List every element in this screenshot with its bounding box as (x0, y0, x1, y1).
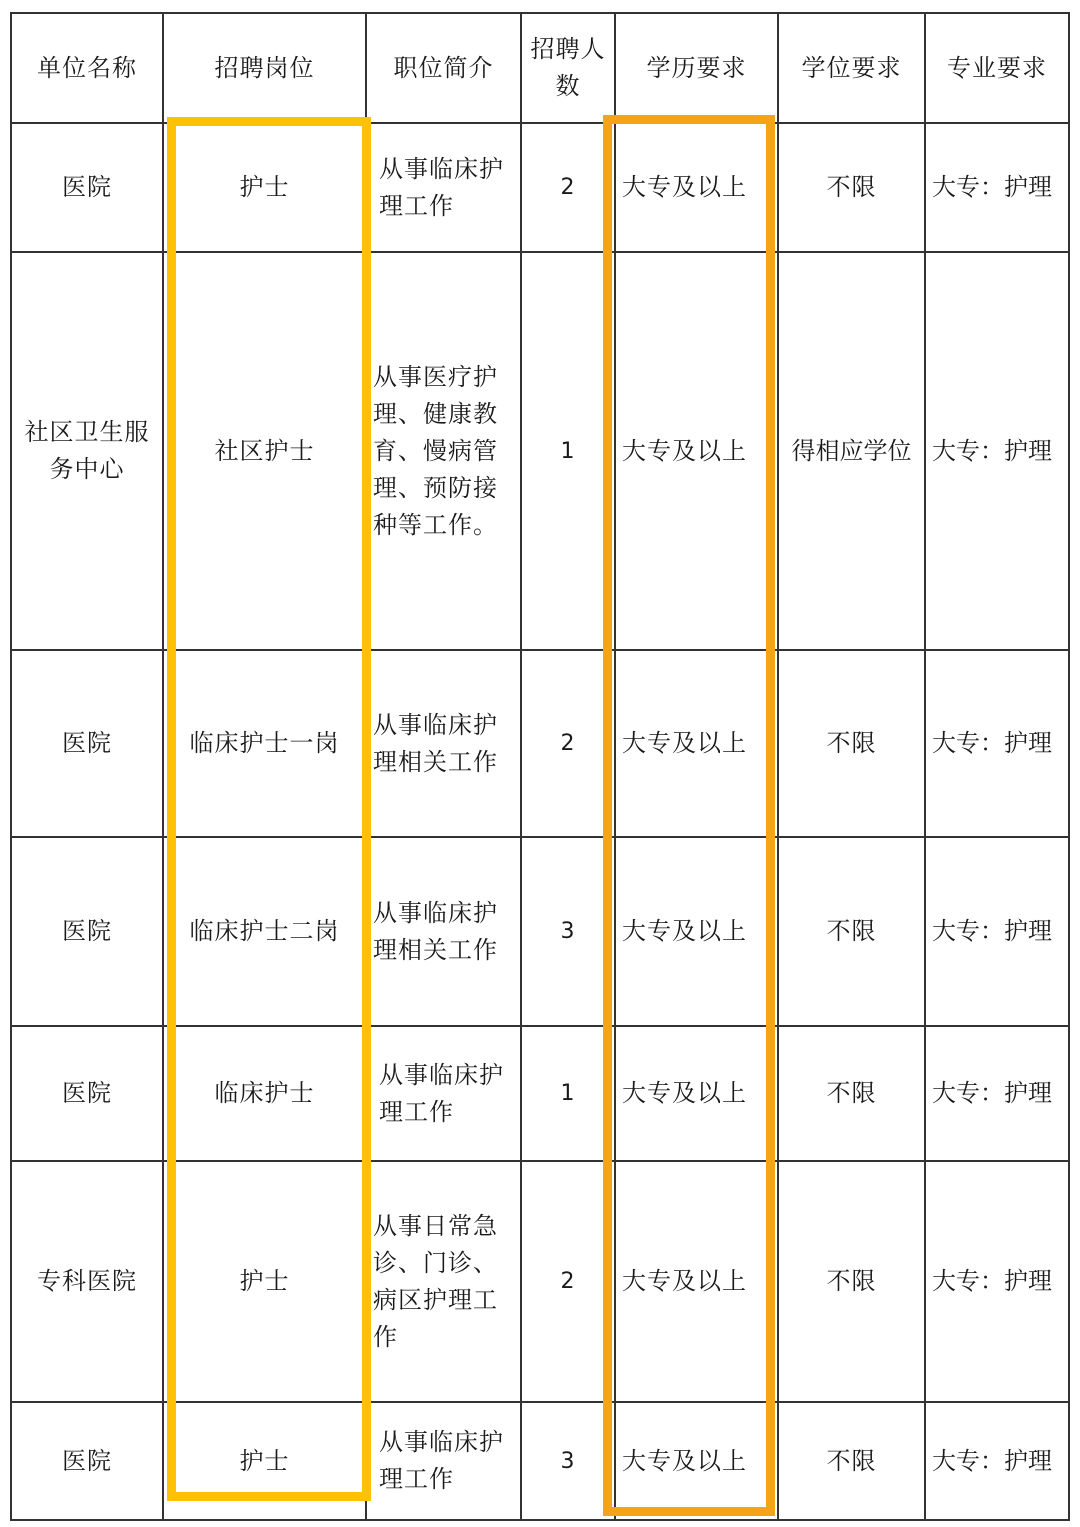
cell-education: 大专及以上 (615, 1402, 778, 1520)
cell-degree: 不限 (778, 837, 925, 1026)
table-row (11, 1026, 1069, 1161)
cell-count: 3 (521, 1402, 615, 1520)
cell-major: 大专：护理 (925, 650, 1069, 837)
cell-education: 大专及以上 (615, 123, 778, 252)
header-degree: 学位要求 (778, 13, 925, 123)
cell-unit: 医院 (11, 1402, 163, 1520)
cell-major: 大专：护理 (925, 1402, 1069, 1520)
cell-education: 大专及以上 (615, 252, 778, 650)
cell-degree: 得相应学位 (778, 252, 925, 650)
cell-degree: 不限 (778, 1026, 925, 1161)
header-count: 招聘人数 (521, 13, 615, 123)
header-intro: 职位简介 (366, 13, 521, 123)
table-row (11, 123, 1069, 252)
cell-major: 大专：护理 (925, 837, 1069, 1026)
cell-unit: 医院 (11, 123, 163, 252)
cell-education: 大专及以上 (615, 650, 778, 837)
table-row (11, 650, 1069, 837)
cell-count: 1 (521, 252, 615, 650)
cell-intro: 从事医疗护理、健康教育、慢病管理、预防接种等工作。 (366, 252, 521, 650)
cell-degree: 不限 (778, 123, 925, 252)
header-unit: 单位名称 (11, 13, 163, 123)
cell-degree: 不限 (778, 1402, 925, 1520)
table-row (11, 1161, 1069, 1402)
cell-unit: 医院 (11, 837, 163, 1026)
table-header (11, 13, 1069, 123)
cell-education: 大专及以上 (615, 1026, 778, 1161)
cell-intro: 从事临床护理相关工作 (366, 650, 521, 837)
cell-degree: 不限 (778, 650, 925, 837)
table-row (11, 252, 1069, 650)
cell-major: 大专：护理 (925, 1161, 1069, 1402)
table-row (11, 1402, 1069, 1520)
cell-unit: 医院 (11, 650, 163, 837)
header-major: 专业要求 (925, 13, 1069, 123)
cell-major: 大专：护理 (925, 252, 1069, 650)
cell-unit: 专科医院 (11, 1161, 163, 1402)
cell-post: 临床护士一岗 (163, 650, 366, 837)
cell-post: 护士 (163, 1402, 366, 1520)
cell-intro: 从事临床护理工作 (366, 1402, 521, 1520)
cell-count: 3 (521, 837, 615, 1026)
cell-count: 2 (521, 123, 615, 252)
cell-degree: 不限 (778, 1161, 925, 1402)
recruitment-table (10, 12, 1070, 1521)
header-post: 招聘岗位 (163, 13, 366, 123)
cell-count: 2 (521, 1161, 615, 1402)
cell-education: 大专及以上 (615, 837, 778, 1026)
cell-post: 护士 (163, 1161, 366, 1402)
cell-major: 大专：护理 (925, 123, 1069, 252)
cell-intro: 从事临床护理相关工作 (366, 837, 521, 1026)
cell-count: 2 (521, 650, 615, 837)
cell-major: 大专：护理 (925, 1026, 1069, 1161)
cell-intro: 从事日常急诊、门诊、病区护理工作 (366, 1161, 521, 1402)
cell-intro: 从事临床护理工作 (366, 123, 521, 252)
cell-post: 社区护士 (163, 252, 366, 650)
cell-count: 1 (521, 1026, 615, 1161)
cell-education: 大专及以上 (615, 1161, 778, 1402)
cell-post: 临床护士 (163, 1026, 366, 1161)
header-education: 学历要求 (615, 13, 778, 123)
cell-unit: 社区卫生服务中心 (11, 252, 163, 650)
cell-post: 临床护士二岗 (163, 837, 366, 1026)
cell-intro: 从事临床护理工作 (366, 1026, 521, 1161)
cell-post: 护士 (163, 123, 366, 252)
table-row (11, 837, 1069, 1026)
cell-unit: 医院 (11, 1026, 163, 1161)
